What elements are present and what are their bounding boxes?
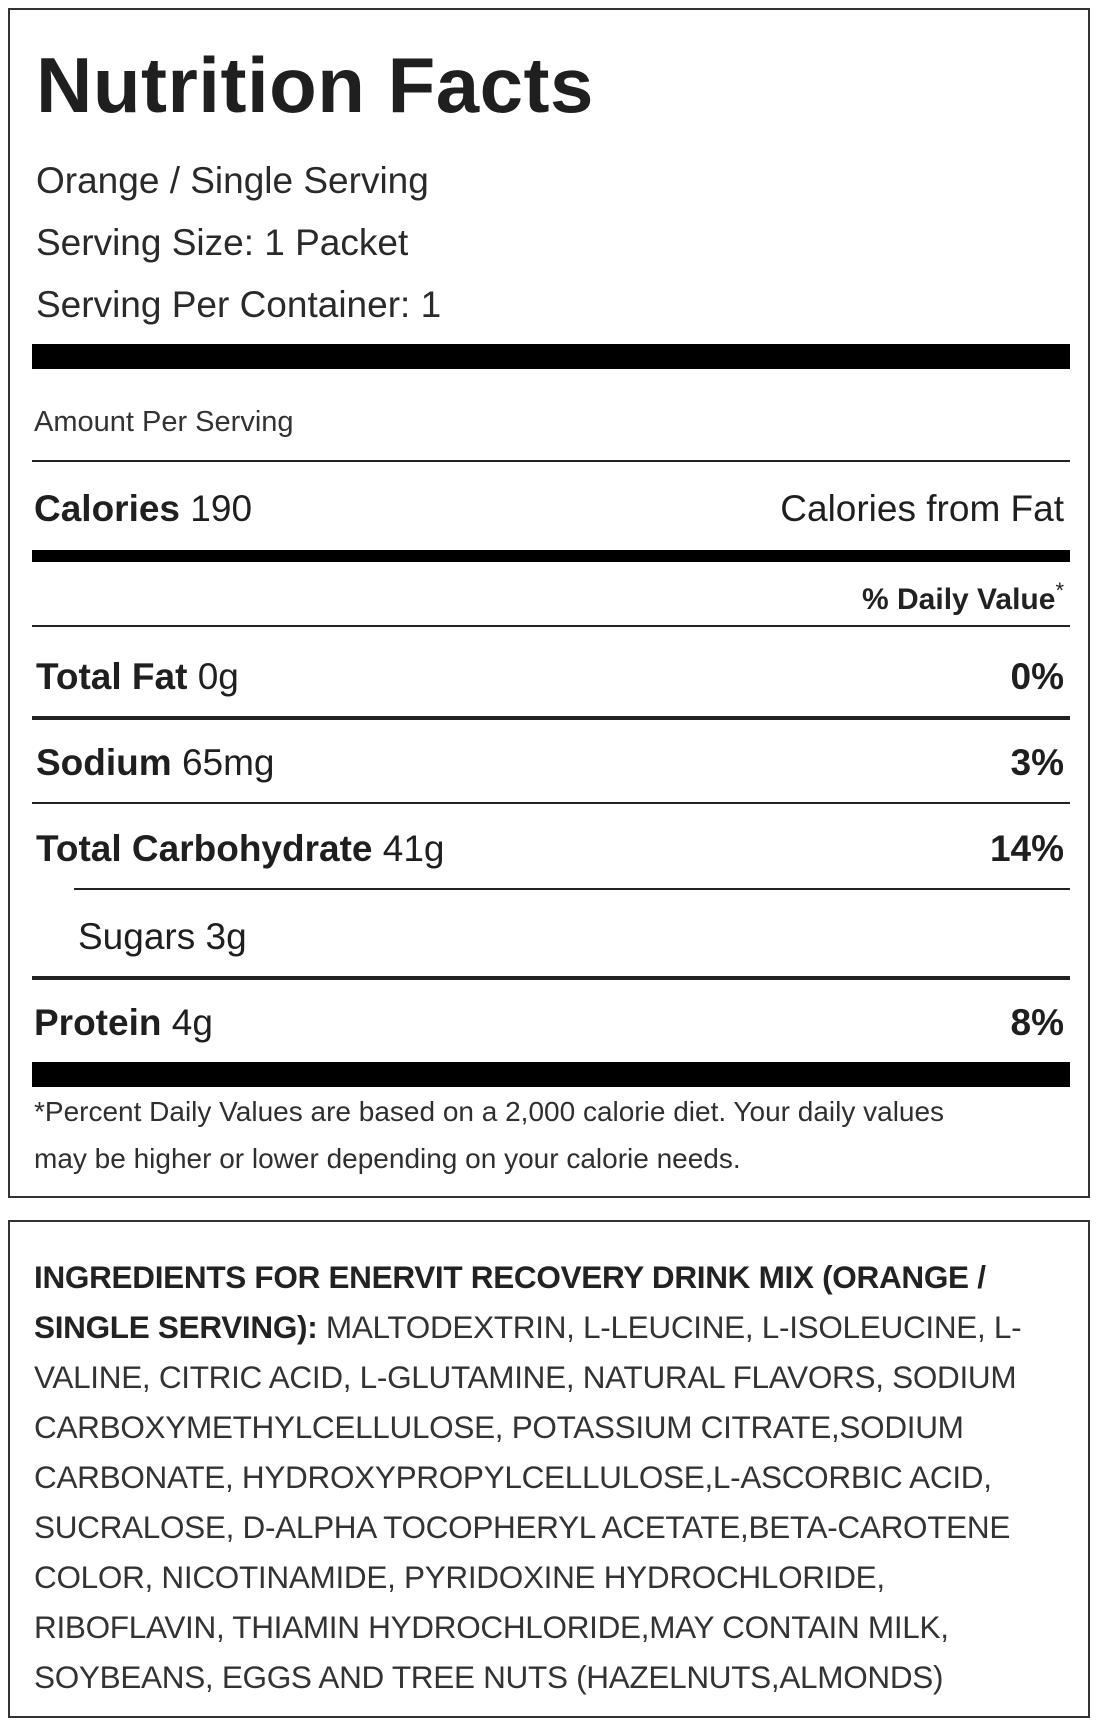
protein-dv: 8% <box>1010 1002 1064 1043</box>
indented-divider <box>74 888 1070 890</box>
total-fat-dv: 0% <box>1010 656 1064 697</box>
serving-size: Serving Size: 1 Packet <box>36 222 409 263</box>
sodium-amount: 65mg <box>181 742 275 783</box>
divider <box>32 802 1070 804</box>
ingredients-list: MALTODEXTRIN, L-LEUCINE, L-ISOLEUCINE, L-VALINE, CITRIC ACID, L-GLUTAMINE, NATURAL FLAVORS, SODIUM CARBOXYMETHYLCELLULOSE, POTASSIUM CITRATE,SODIUM CARBONATE, HYDROXYPROPYLCELLULOSE,L-ASCORBIC ACID, SUCRALOSE, D-ALPHA TOCOPHERYL ACETATE,BETA-CAROTENE COLOR, NICOTINAMIDE, PYRIDOXINE HYDROCHLORIDE, RIBOFLAVIN, THIAMIN HYDROCHLORIDE,MAY CONTAIN MILK, SOYBEANS, EGGS AND TREE NUTS (HAZELNUTS,ALMONDS) <box>34 1309 1022 1695</box>
total-carbohydrate-row <box>36 828 444 870</box>
protein-row <box>34 1002 213 1044</box>
total-carbohydrate-amount: 41g <box>382 828 445 869</box>
ingredients-panel <box>8 1220 1090 1718</box>
divider <box>32 625 1070 627</box>
servings-per-container: Serving Per Container: 1 <box>36 284 442 325</box>
total-fat-amount: 0g <box>197 656 239 697</box>
daily-value-header: % Daily Value* <box>862 578 1064 616</box>
sodium-label: Sodium <box>36 742 172 783</box>
sodium-dv: 3% <box>1010 742 1064 783</box>
protein-amount: 4g <box>171 1002 213 1043</box>
total-fat-label: Total Fat <box>36 656 188 697</box>
protein-label: Protein <box>34 1002 162 1043</box>
divider <box>32 460 1070 462</box>
medium-divider <box>32 550 1070 562</box>
footnote-line-1: *Percent Daily Values are based on a 2,000 calorie diet. Your daily values <box>34 1096 945 1127</box>
calories-from-fat-label: Calories from Fat <box>780 488 1064 529</box>
sugars-label: Sugars <box>78 916 196 957</box>
calories-value: 190 <box>190 488 253 529</box>
total-fat-row <box>36 656 239 698</box>
footnote-line-2: may be higher or lower depending on your calorie needs. <box>34 1143 741 1174</box>
sugars-row <box>78 916 247 958</box>
divider <box>32 716 1070 720</box>
sugars-amount: 3g <box>205 916 247 957</box>
total-carbohydrate-label: Total Carbohydrate <box>36 828 373 869</box>
calories-row <box>34 488 252 530</box>
amount-per-serving-label: Amount Per Serving <box>34 406 294 438</box>
flavor-label: Orange / Single Serving <box>36 160 429 201</box>
thick-divider <box>32 344 1070 369</box>
nutrition-facts-title: Nutrition Facts <box>36 41 594 129</box>
nutrition-facts-panel <box>8 8 1090 1198</box>
sodium-row <box>36 742 275 784</box>
divider <box>32 976 1070 980</box>
calories-label: Calories <box>34 488 181 529</box>
thick-divider <box>32 1062 1070 1087</box>
ingredients-text <box>34 1252 1064 1702</box>
total-carbohydrate-dv: 14% <box>989 828 1064 869</box>
ingredients-heading: INGREDIENTS FOR ENERVIT RECOVERY DRINK MIX (ORANGE / SINGLE SERVING): <box>34 1259 986 1345</box>
